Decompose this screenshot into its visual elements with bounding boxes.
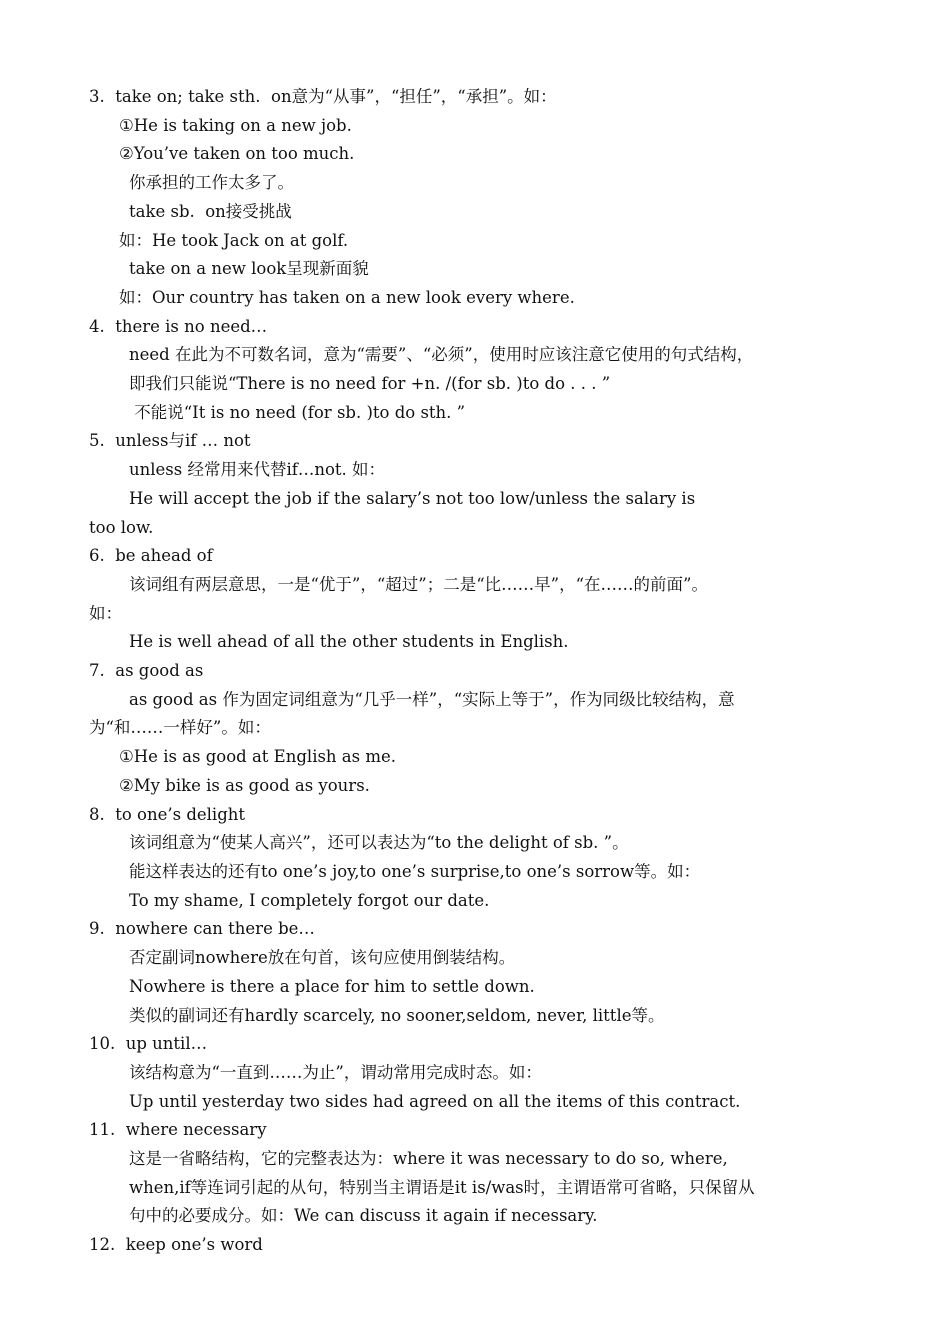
item-heading-7: 7. as good as [89,661,204,681]
example-line: 如：He took Jack on at golf. [119,230,349,250]
item-heading-6: 6. be ahead of [89,546,213,566]
explanation-line: 不能说“It is no need (for sb. )to do sth. ” [129,402,466,422]
item-heading-8: 8. to one’s delight [89,804,246,824]
explanation-line: 否定副词nowhere放在句首，该句应使用倒装结构。 [129,948,516,968]
explanation-line: 句中的必要成分。如：We can discuss it again if necessary. [129,1206,598,1226]
item-heading-12: 12. keep one’s word [89,1235,263,1255]
example-line: 你承担的工作太多了。 [129,173,294,193]
item-heading-9: 9. nowhere can there be… [89,919,315,939]
example-line: ②My bike is as good as yours. [119,775,370,795]
item-heading-10: 10. up until… [89,1034,208,1054]
explanation-line: when,if等连词引起的从句，特别当主谓语是it is/was时，主谓语常可省略，只保留从 [129,1177,755,1197]
explanation-line: 该词组有两层意思，一是“优于”，“超过”；二是“比……早”，“在……的前面”。 [129,574,708,594]
item-heading-4: 4. there is no need… [89,316,268,336]
explanation-line: 能这样表达的还有to one’s joy,to one’s surprise,to one’s sorrow等。如： [129,861,701,881]
explanation-line: as good as 作为固定词组意为“几乎一样”，“实际上等于”，作为同级比较结构，意 [129,689,735,709]
example-line-continued: too low. [89,517,154,537]
example-line: He will accept the job if the salary’s not too low/unless the salary is [129,488,696,508]
explanation-line-continued: 为“和……一样好”。如： [89,718,271,738]
explanation-line: need 在此为不可数名词，意为“需要”、“必须”，使用时应该注意它使用的句式结构， [129,345,754,365]
explanation-line-continued: 如： [89,603,122,623]
example-line: ①He is taking on a new job. [119,115,352,135]
item-heading-11: 11. where necessary [89,1120,267,1140]
example-line: take on a new look呈现新面貌 [129,259,369,279]
example-line: ②You’ve taken on too much. [119,144,355,164]
example-line: Up until yesterday two sides had agreed on all the items of this contract. [129,1091,741,1111]
example-line: ①He is as good at English as me. [119,747,397,767]
explanation-line: unless 经常用来代替if…not. 如： [129,460,386,480]
explanation-line: 这是一省略结构，它的完整表达为：where it was necessary to do so, where, [129,1149,728,1169]
example-line: take sb. on接受挑战 [129,201,292,221]
example-line: Nowhere is there a place for him to settle down. [129,976,535,996]
item-heading-3: 3. take on; take sth. on意为“从事”，“担任”，“承担”。如： [89,87,557,106]
example-line: He is well ahead of all the other students in English. [129,632,569,652]
item-heading-5: 5. unless与if … not [89,431,251,451]
explanation-line: 该词组意为“使某人高兴”，还可以表达为“to the delight of sb. ”。 [129,833,629,853]
example-line: To my shame, I completely forgot our date. [129,890,490,910]
example-line: 如：Our country has taken on a new look every where. [119,287,575,307]
explanation-line: 该结构意为“一直到……为止”，谓动常用完成时态。如： [129,1062,542,1082]
explanation-line: 类似的副词还有hardly scarcely, no sooner,seldom, never, little等。 [129,1005,665,1025]
explanation-line: 即我们只能说“There is no need for +n. /(for sb. )to do . . . ” [129,374,611,394]
